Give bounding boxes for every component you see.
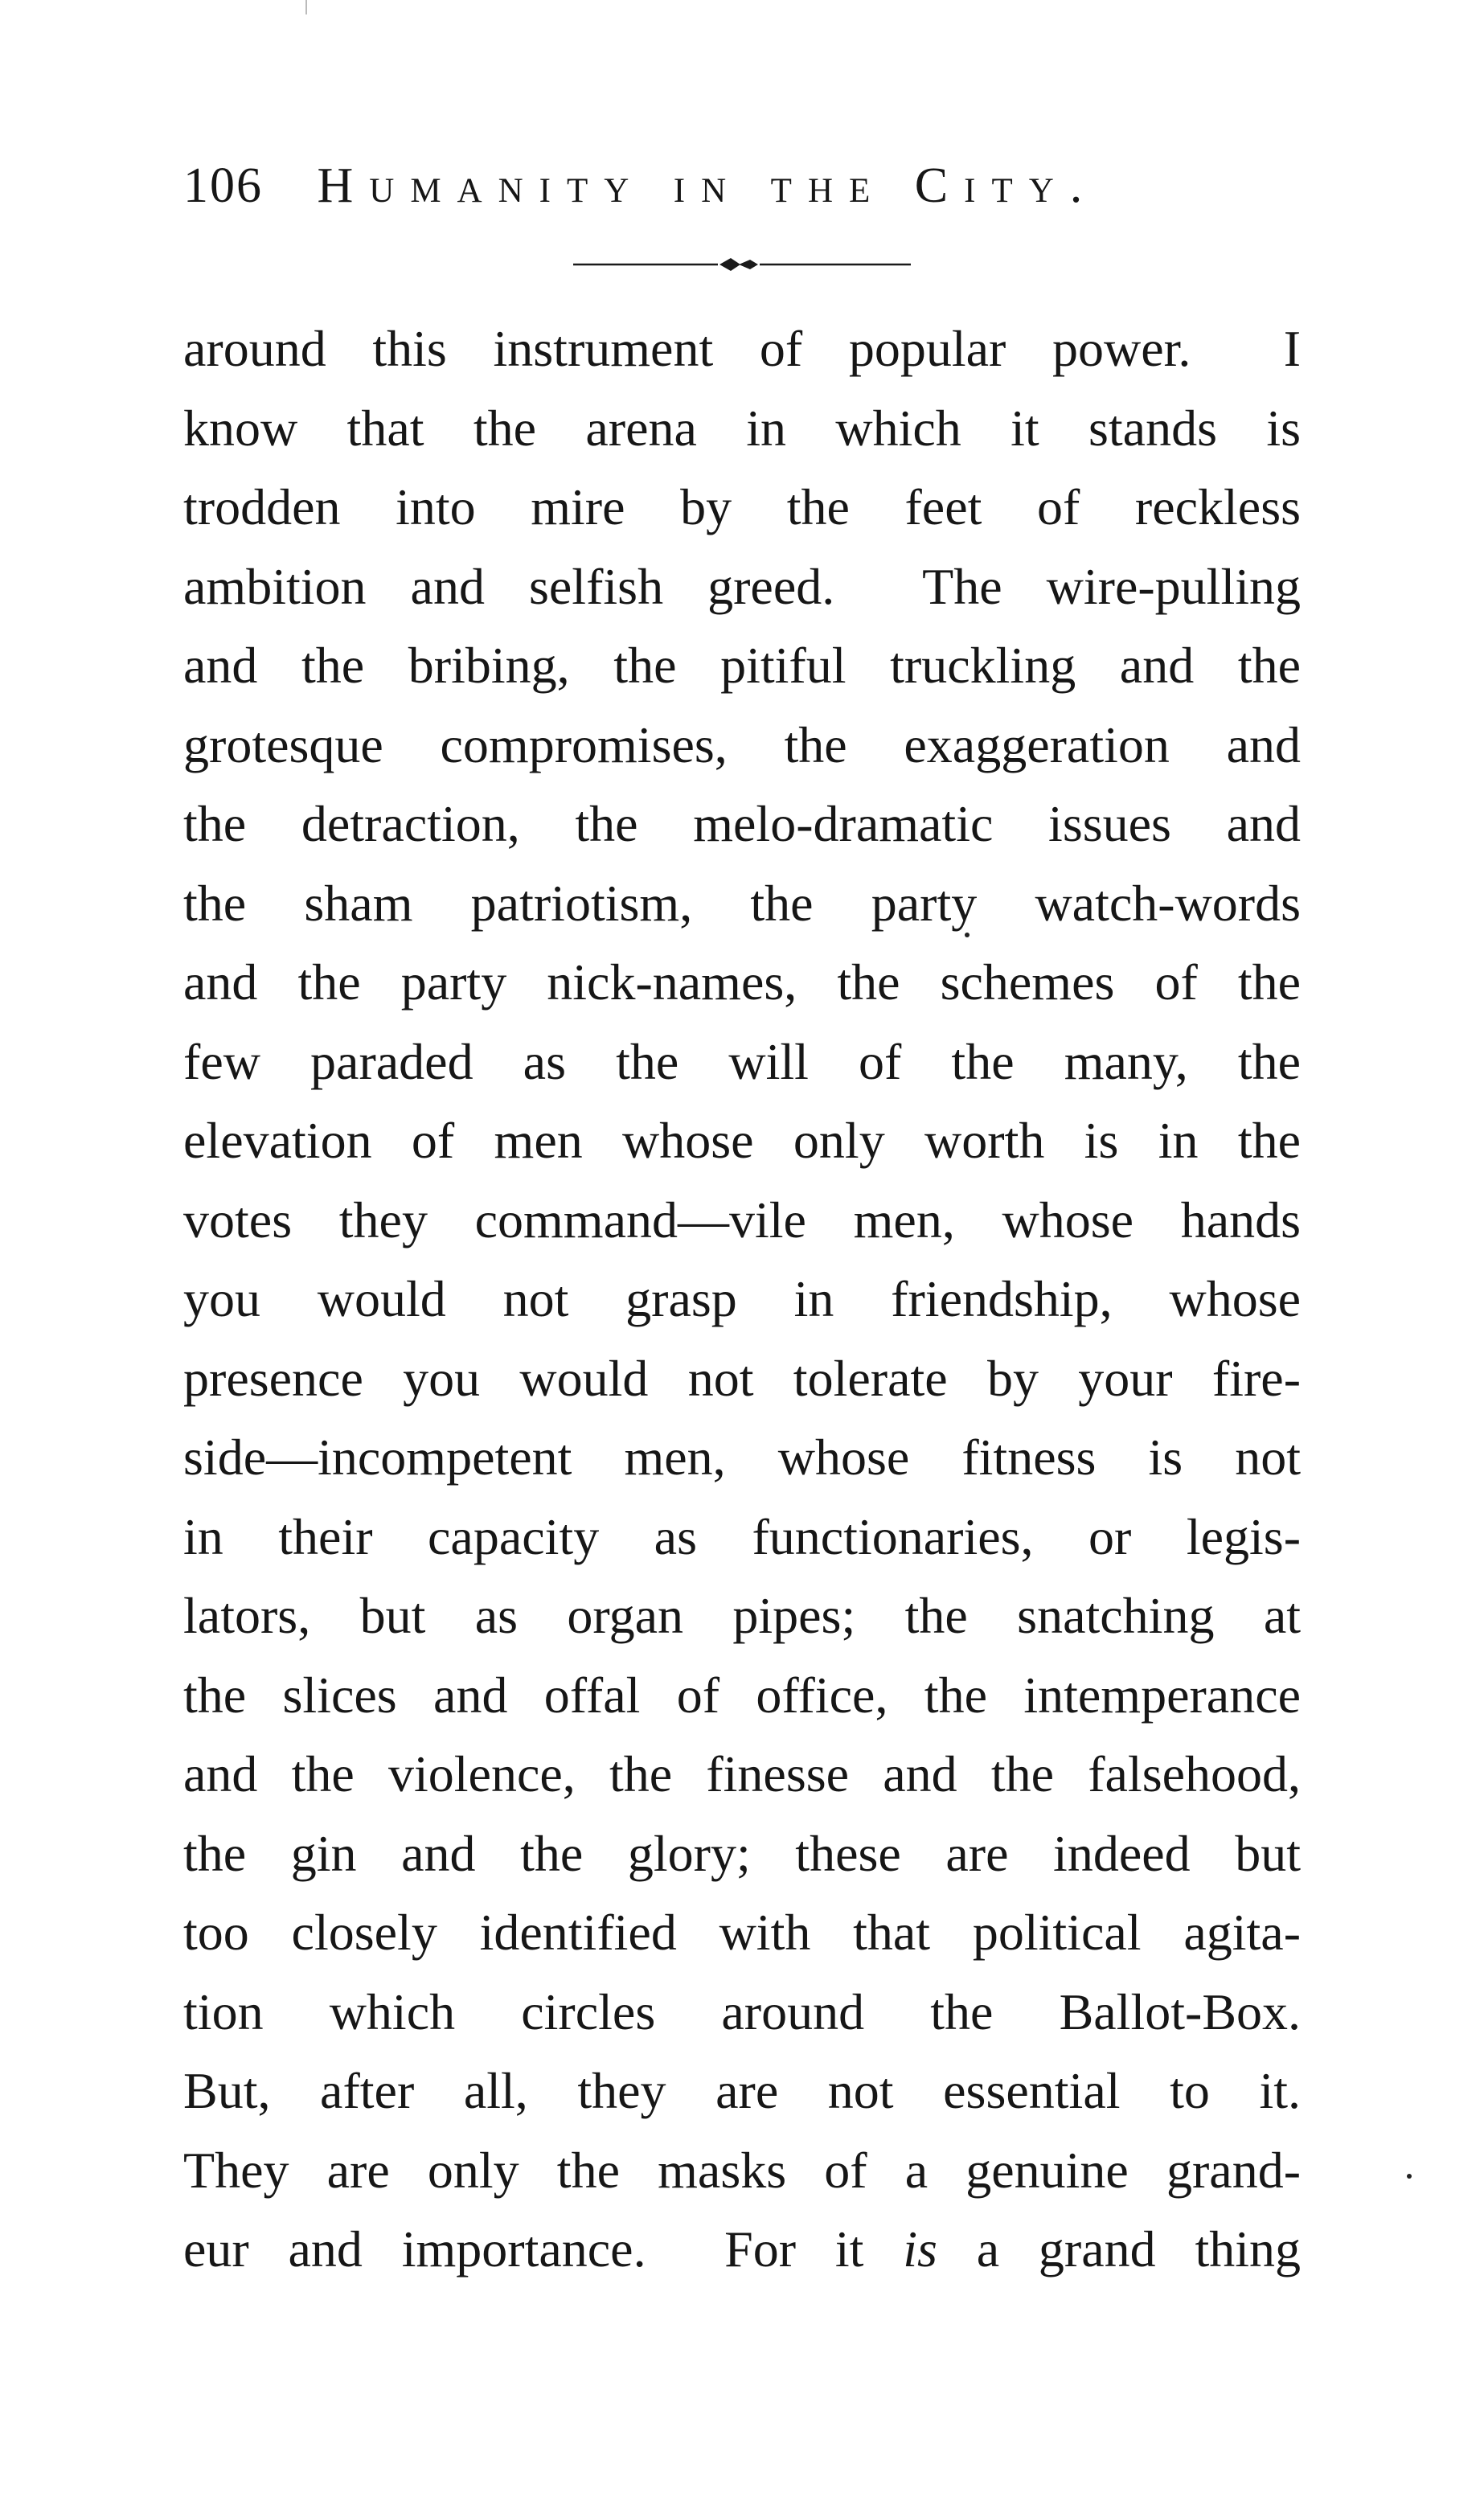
- line-5-text: and the bribing, the pitiful truckling and the: [183, 637, 1301, 694]
- text-line-18: [183, 1656, 1301, 1736]
- line-24-text: They are only the masks of a genuine grand-: [183, 2141, 1301, 2199]
- line-14-text: presence you would not tolerate by your fire-: [183, 1349, 1301, 1407]
- line-2-text: know that the arena in which it stands is: [183, 399, 1301, 457]
- page-number: 106: [183, 158, 263, 213]
- line-1-text: around this instrument of popular power. I: [183, 320, 1301, 377]
- line-25-text-end: a grand thing: [937, 2220, 1301, 2278]
- line-3-text: trodden into mire by the feet of reckless: [183, 478, 1301, 535]
- header-ornament: [573, 250, 911, 279]
- line-15-text: side—incompetent men, whose fitness is not: [183, 1429, 1301, 1486]
- text-line-20: [183, 1814, 1301, 1894]
- line-25-italic-word: is: [903, 2220, 937, 2278]
- text-line-21: [183, 1893, 1301, 1973]
- line-17-text: lators, but as organ pipes; the snatching at: [183, 1587, 1301, 1644]
- text-line-16: [183, 1498, 1301, 1577]
- line-19-text: and the violence, the finesse and the falsehood,: [183, 1745, 1301, 1802]
- text-line-8: [183, 864, 1301, 944]
- margin-dot: [1407, 2174, 1412, 2179]
- line-8-text: the sham patriotism, the party watch-words: [183, 874, 1301, 932]
- text-line-9: [183, 943, 1301, 1023]
- text-line-15: [183, 1418, 1301, 1498]
- line-25-text-start: eur and importance. For it: [183, 2220, 904, 2278]
- line-9-text: and the party nick-names, the schemes of the: [183, 953, 1301, 1011]
- line-6-text: grotesque compromises, the exaggeration and: [183, 715, 1301, 773]
- text-line-19: [183, 1735, 1301, 1814]
- line-10-text: few paraded as the will of the many, the: [183, 1032, 1301, 1090]
- text-line-5: [183, 626, 1301, 706]
- text-line-3: [183, 468, 1301, 547]
- ornament-icon: [573, 250, 911, 279]
- text-line-2: [183, 389, 1301, 469]
- text-line-14: [183, 1339, 1301, 1419]
- line-20-text: the gin and the glory; these are indeed but: [183, 1824, 1301, 1882]
- text-line-25: [183, 2210, 1301, 2290]
- text-line-10: [183, 1023, 1301, 1102]
- text-line-12: [183, 1181, 1301, 1261]
- line-23-text: But, after all, they are not essential to it.: [183, 2062, 1301, 2119]
- line-4-text: ambition and selfish greed. The wire-pulling: [183, 557, 1301, 615]
- line-16-text: in their capacity as functionaries, or legis-: [183, 1507, 1301, 1565]
- text-line-13: [183, 1260, 1301, 1339]
- paper-speck: [305, 0, 307, 14]
- text-line-7: [183, 785, 1301, 864]
- body-text: [183, 310, 1301, 2290]
- line-18-text: the slices and offal of office, the intemperance: [183, 1666, 1301, 1724]
- line-7-text: the detraction, the melo-dramatic issues and: [183, 795, 1301, 852]
- line-13-text: you would not grasp in friendship, whose: [183, 1270, 1301, 1327]
- text-line-23: [183, 2052, 1301, 2131]
- page-header: [183, 150, 1277, 222]
- text-line-6: [183, 706, 1301, 785]
- line-11-text: elevation of men whose only worth is in the: [183, 1112, 1301, 1169]
- text-line-1: [183, 310, 1301, 389]
- text-line-17: [183, 1576, 1301, 1656]
- text-line-11: [183, 1101, 1301, 1181]
- line-12-text: votes they command—vile men, whose hands: [183, 1191, 1301, 1248]
- text-line-4: [183, 547, 1301, 627]
- text-line-22: [183, 1973, 1301, 2052]
- text-line-24: [183, 2131, 1301, 2211]
- running-title: Humanity in the City.: [317, 158, 1099, 213]
- line-22-text: tion which circles around the Ballot-Box.: [183, 1982, 1301, 2040]
- line-21-text: too closely identified with that political agita-: [183, 1904, 1301, 1961]
